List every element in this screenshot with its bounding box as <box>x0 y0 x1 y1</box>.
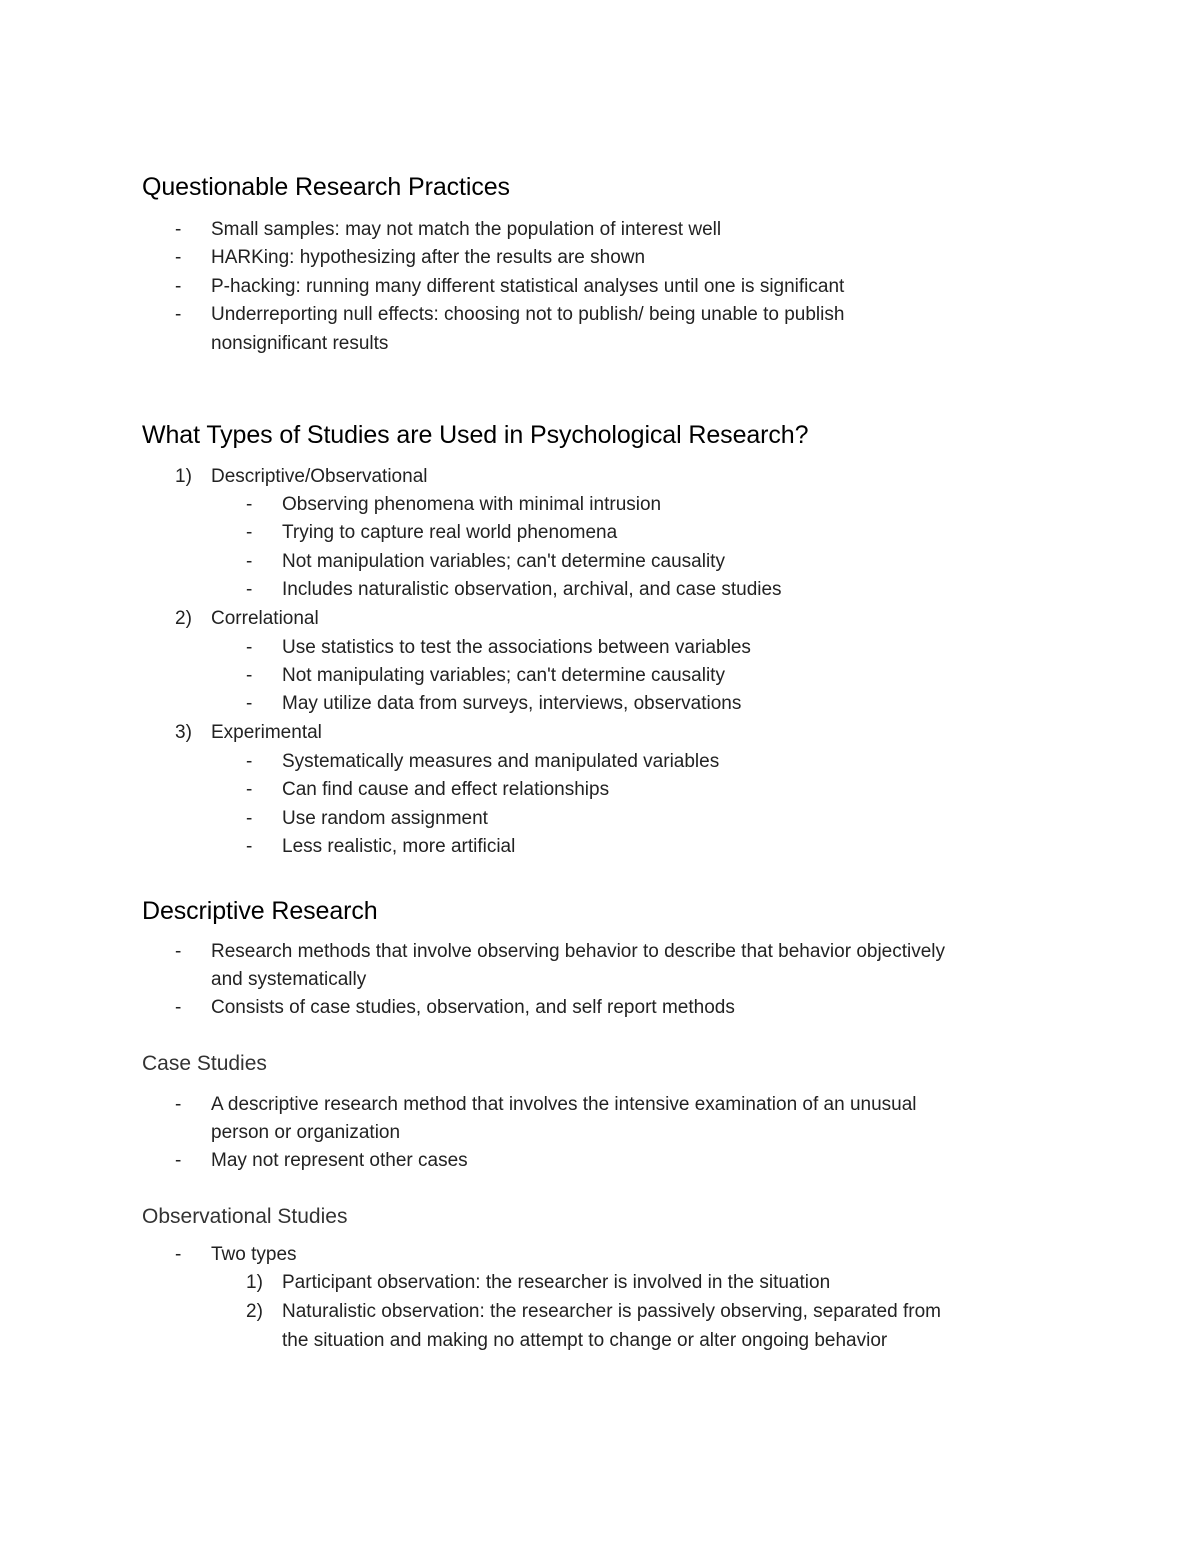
bullet-dash: - <box>246 494 253 515</box>
numbered-item-experimental: Experimental <box>211 722 322 743</box>
bullet-dash: - <box>246 579 253 600</box>
bullet-dash: - <box>246 693 253 714</box>
bullet-dash: - <box>175 304 182 325</box>
bullet-dash: - <box>246 836 253 857</box>
bullet-dash: - <box>246 751 253 772</box>
bullet-dash: - <box>175 247 182 268</box>
number-marker: 2) <box>246 1301 263 1322</box>
list-item-continuation: and systematically <box>211 969 367 990</box>
bullet-dash: - <box>246 522 253 543</box>
bullet-dash: - <box>175 1094 182 1115</box>
list-item: P-hacking: running many different statistical analyses until one is significant <box>211 276 845 297</box>
list-item: Research methods that involve observing behavior to describe that behavior objectively <box>211 941 946 962</box>
list-item: Systematically measures and manipulated variables <box>282 751 720 772</box>
list-item: Includes naturalistic observation, archival, and case studies <box>282 579 782 600</box>
list-item: Use statistics to test the associations between variables <box>282 637 751 658</box>
heading-descriptive-research: Descriptive Research <box>142 897 378 925</box>
list-item: May utilize data from surveys, interviews, observations <box>282 693 742 714</box>
list-item: Not manipulating variables; can't determine causality <box>282 665 725 686</box>
bullet-dash: - <box>246 637 253 658</box>
list-item: Underreporting null effects: choosing not to publish/ being unable to publish <box>211 304 845 325</box>
numbered-subitem-continuation: the situation and making no attempt to change or alter ongoing behavior <box>282 1330 888 1351</box>
numbered-subitem: Participant observation: the researcher is involved in the situation <box>282 1272 831 1293</box>
list-item-continuation: person or organization <box>211 1122 401 1143</box>
list-item: A descriptive research method that involves the intensive examination of an unusual <box>211 1094 917 1115</box>
list-item: Consists of case studies, observation, and self report methods <box>211 997 735 1018</box>
heading-types-of-studies: What Types of Studies are Used in Psychological Research? <box>142 421 809 449</box>
list-item: Use random assignment <box>282 808 488 829</box>
bullet-dash: - <box>246 779 253 800</box>
number-marker: 1) <box>246 1272 263 1293</box>
list-item: Trying to capture real world phenomena <box>282 522 618 543</box>
numbered-item-correlational: Correlational <box>211 608 319 629</box>
bullet-dash: - <box>175 941 182 962</box>
list-item: Not manipulation variables; can't determine causality <box>282 551 725 572</box>
bullet-dash: - <box>175 1150 182 1171</box>
numbered-subitem: Naturalistic observation: the researcher is passively observing, separated from <box>282 1301 941 1322</box>
list-item: Small samples: may not match the population of interest well <box>211 219 722 240</box>
bullet-dash: - <box>175 219 182 240</box>
number-marker: 1) <box>175 466 192 487</box>
list-item: HARKing: hypothesizing after the results are shown <box>211 247 646 268</box>
list-item: Observing phenomena with minimal intrusion <box>282 494 662 515</box>
numbered-item-descriptive: Descriptive/Observational <box>211 466 428 487</box>
number-marker: 3) <box>175 722 192 743</box>
bullet-dash: - <box>175 1244 182 1265</box>
bullet-dash: - <box>175 276 182 297</box>
list-item: Can find cause and effect relationships <box>282 779 610 800</box>
bullet-dash: - <box>175 997 182 1018</box>
list-item: Less realistic, more artificial <box>282 836 516 857</box>
list-item: Two types <box>211 1244 297 1265</box>
heading-case-studies: Case Studies <box>142 1052 267 1075</box>
bullet-dash: - <box>246 551 253 572</box>
bullet-dash: - <box>246 665 253 686</box>
list-item-continuation: nonsignificant results <box>211 333 389 354</box>
heading-observational-studies: Observational Studies <box>142 1205 348 1228</box>
bullet-dash: - <box>246 808 253 829</box>
list-item: May not represent other cases <box>211 1150 468 1171</box>
heading-questionable-research-practices: Questionable Research Practices <box>142 173 510 201</box>
number-marker: 2) <box>175 608 192 629</box>
